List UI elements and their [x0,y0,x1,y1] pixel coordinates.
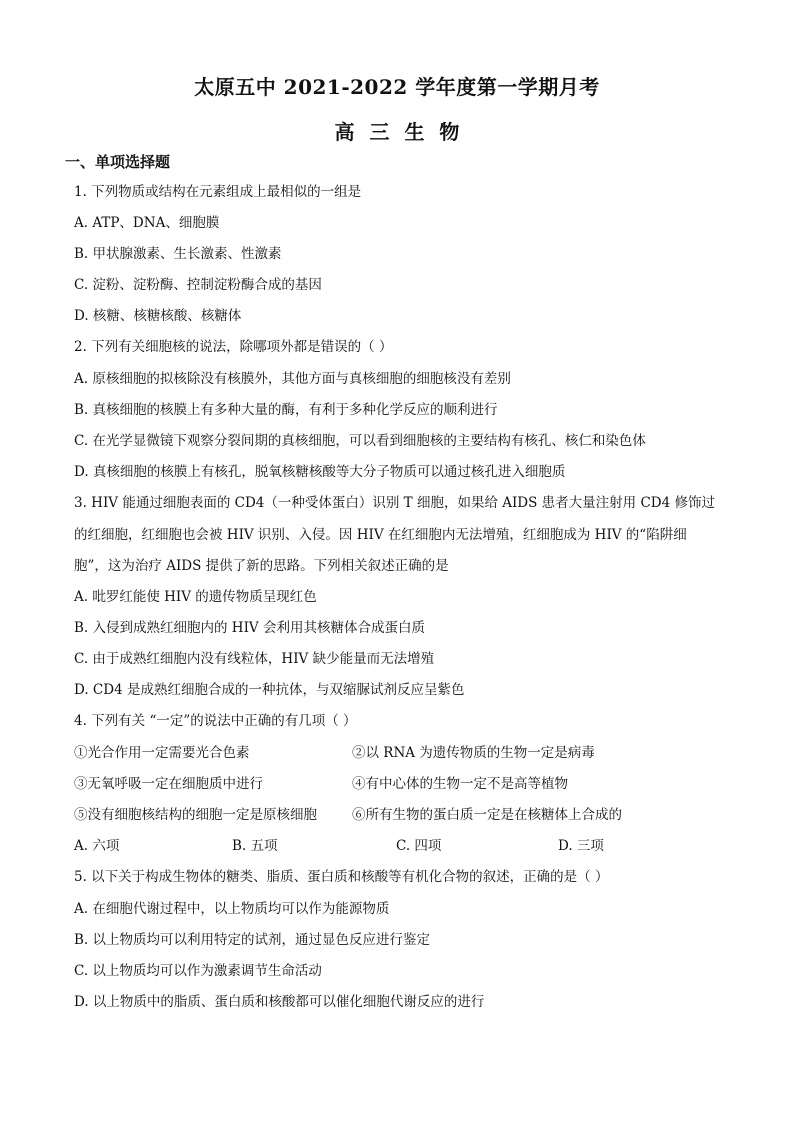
section-heading: 一、单项选择题 [65,153,171,171]
q1-option-d: D. 核糖、核糖核酸、核糖体 [74,308,242,324]
q3-option-d: D. CD4 是成熟红细胞合成的一种抗体，与双缩脲试剂反应呈紫色 [74,682,465,698]
page-title: 太原五中 2021-2022 学年度第一学期月考 [194,75,600,99]
q3-option-a: A. 吡罗红能使 HIV 的遗传物质呈现红色 [74,589,317,605]
q2-option-b: B. 真核细胞的核膜上有多种大量的酶，有利于多种化学反应的顺利进行 [74,402,498,418]
q4-statement-4: ④有中心体的生物一定不是高等植物 [352,776,568,792]
q5-option-a: A. 在细胞代谢过程中，以上物质均可以作为能源物质 [74,901,390,917]
q3-option-c: C. 由于成熟红细胞内没有线粒体，HIV 缺少能量而无法增殖 [74,651,435,667]
q3-option-b: B. 入侵到成熟红细胞内的 HIV 会利用其核糖体合成蛋白质 [74,620,425,636]
q5-option-b: B. 以上物质均可以利用特定的试剂，通过显色反应进行鉴定 [74,932,431,948]
q1-stem: 1. 下列物质或结构在元素组成上最相似的一组是 [74,184,362,200]
q5-stem: 5. 以下关于构成生物体的糖类、脂质、蛋白质和核酸等有机化合物的叙述，正确的是（ ） [74,869,609,885]
q4-option-a: A. 六项 [74,838,120,854]
q2-option-c: C. 在光学显微镜下观察分裂间期的真核细胞，可以看到细胞核的主要结构有核孔、核仁和染色体 [74,433,646,449]
q1-option-a: A. ATP、DNA、细胞膜 [74,215,220,231]
q4-statement-2: ②以 RNA 为遗传物质的生物一定是病毒 [352,745,595,761]
q3-stem-line-1: 3. HIV 能通过细胞表面的 CD4（一种受体蛋白）识别 T 细胞，如果给 AIDS 患者大量注射用 CD4 修饰过 [74,495,715,511]
q5-option-d: D. 以上物质中的脂质、蛋白质和核酸都可以催化细胞代谢反应的进行 [74,994,485,1010]
q4-option-c: C. 四项 [396,838,442,854]
q4-statement-5: ⑤没有细胞核结构的细胞一定是原核细胞 [74,807,317,823]
q2-option-d: D. 真核细胞的核膜上有核孔，脱氧核糖核酸等大分子物质可以通过核孔进入细胞质 [74,464,566,480]
page-subtitle: 高 三 生 物 [334,120,460,144]
q4-statement-3: ③无氧呼吸一定在细胞质中进行 [74,776,263,792]
q4-statement-6: ⑥所有生物的蛋白质一定是在核糖体上合成的 [352,807,622,823]
q4-option-d: D. 三项 [558,838,604,854]
q5-option-c: C. 以上物质均可以作为激素调节生命活动 [74,963,322,979]
q4-option-b: B. 五项 [232,838,278,854]
q2-stem: 2. 下列有关细胞核的说法，除哪项外都是错误的（ ） [74,339,393,355]
q3-stem-line-3: 胞”，这为治疗 AIDS 提供了新的思路。下列相关叙述正确的是 [74,558,449,574]
q1-option-b: B. 甲状腺激素、生长激素、性激素 [74,246,282,262]
q4-statement-1: ①光合作用一定需要光合色素 [74,745,250,761]
q2-option-a: A. 原核细胞的拟核除没有核膜外，其他方面与真核细胞的细胞核没有差别 [74,371,511,387]
q4-stem: 4. 下列有关 “一定”的说法中正确的有几项（ ） [74,713,357,729]
q3-stem-line-2: 的红细胞，红细胞也会被 HIV 识别、入侵。因 HIV 在红细胞内无法增殖，红细胞成为 HIV 的“陷阱细 [74,527,687,543]
q1-option-c: C. 淀粉、淀粉酶、控制淀粉酶合成的基因 [74,277,322,293]
